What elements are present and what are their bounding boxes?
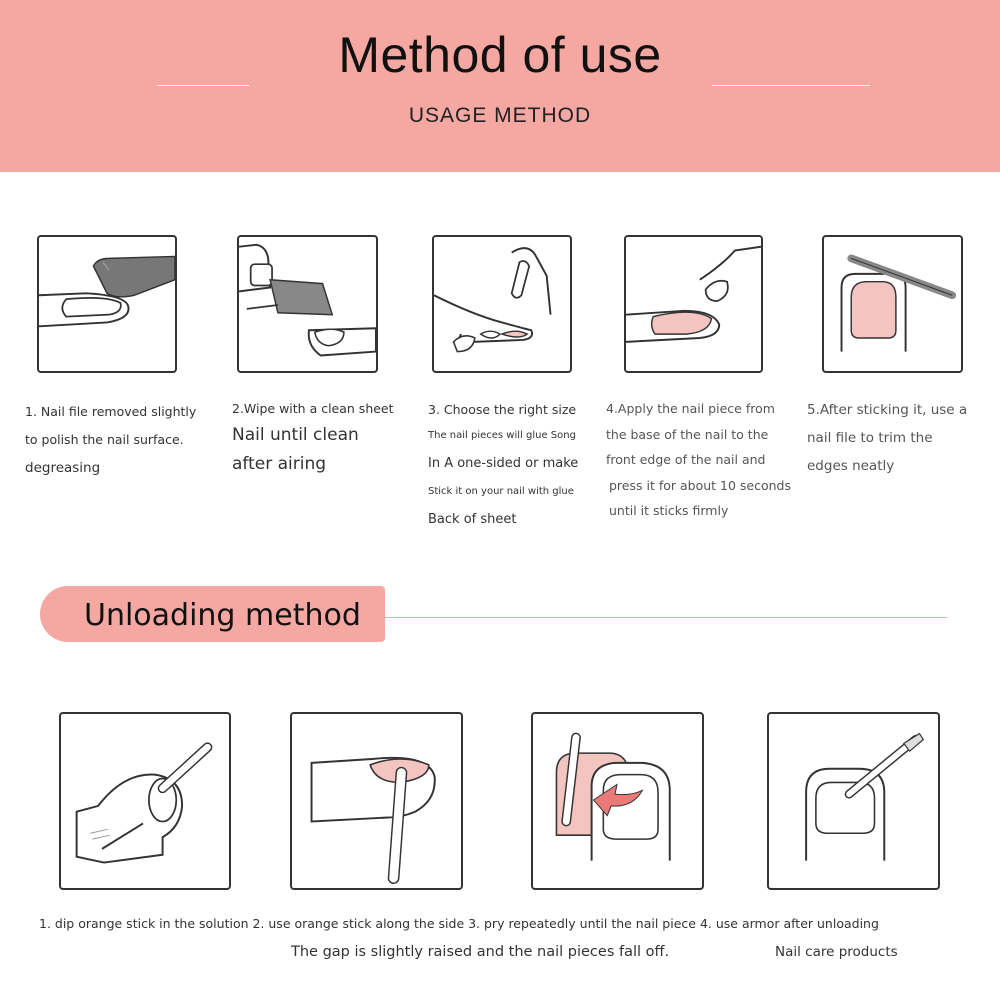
caption-line: 2.Wipe with a clean sheet [232,401,394,416]
usage-step-4-panel [624,235,763,373]
caption-line: 1. Nail file removed slightly [25,404,197,419]
unloading-divider [385,617,947,618]
pry-nail-piece-icon [533,714,702,888]
caption-line: after airing [232,454,327,474]
usage-step-1-caption [25,398,196,482]
caption-line: In A one-sided or make [428,456,579,471]
unloading-step-4-panel [767,712,940,890]
caption-line: 3. Choose the right size [428,402,577,417]
trim-edges-icon [824,237,961,371]
usage-step-3-panel [432,235,572,373]
nail-file-buffing-icon [39,237,175,371]
wipe-sheet-icon [239,237,376,371]
orange-stick-side-icon [292,714,461,888]
caption-line: Nail until clean [232,425,359,445]
caption-line: press it for about 10 seconds [609,477,792,493]
unloading-step-1-panel [59,712,231,890]
caption-line: the base of the nail to the [606,426,769,442]
caption-line: front edge of the nail and [606,452,766,467]
unloading-heading: Unloading method [84,598,361,633]
choose-size-icon [434,237,570,371]
header-divider-left [157,85,249,86]
caption-line: 5.After sticking it, use a [807,402,968,418]
caption-line: edges neatly [807,458,895,474]
unloading-caption-line2: The gap is slightly raised and the nail pieces fall off. [291,944,670,960]
apply-nail-piece-icon [626,237,761,371]
nail-care-armor-icon [769,714,938,888]
unloading-step-3-panel [531,712,704,890]
header-banner [0,0,1000,172]
usage-step-1-panel [37,235,177,373]
caption-line: 4.Apply the nail piece from [606,401,775,416]
usage-step-3-caption [428,398,578,534]
dip-orange-stick-icon [61,714,229,888]
caption-line: nail file to trim the [807,430,933,446]
usage-step-4-caption [606,396,791,524]
unloading-caption-line3: Nail care products [775,944,898,960]
caption-line: Stick it on your nail with glue [428,486,574,497]
caption-line: Back of sheet [428,512,517,527]
header-divider-right [712,85,870,86]
caption-line: degreasing [25,460,101,476]
usage-step-5-panel [822,235,963,373]
usage-step-5-caption [807,396,967,480]
unloading-caption-line1: 1. dip orange stick in the solution 2. use orange stick along the side 3. pry repeatedly until the nail piece 4. use armor after unloading [39,916,879,931]
usage-step-2-panel [237,235,378,373]
usage-step-2-caption [232,398,394,478]
caption-line: The nail pieces will glue Song [428,430,576,441]
caption-line: to polish the nail surface. [25,432,184,447]
page-subtitle: USAGE METHOD [408,104,592,127]
page-title: Method of use [338,27,662,83]
unloading-step-2-panel [290,712,463,890]
caption-line: until it sticks firmly [609,503,729,518]
